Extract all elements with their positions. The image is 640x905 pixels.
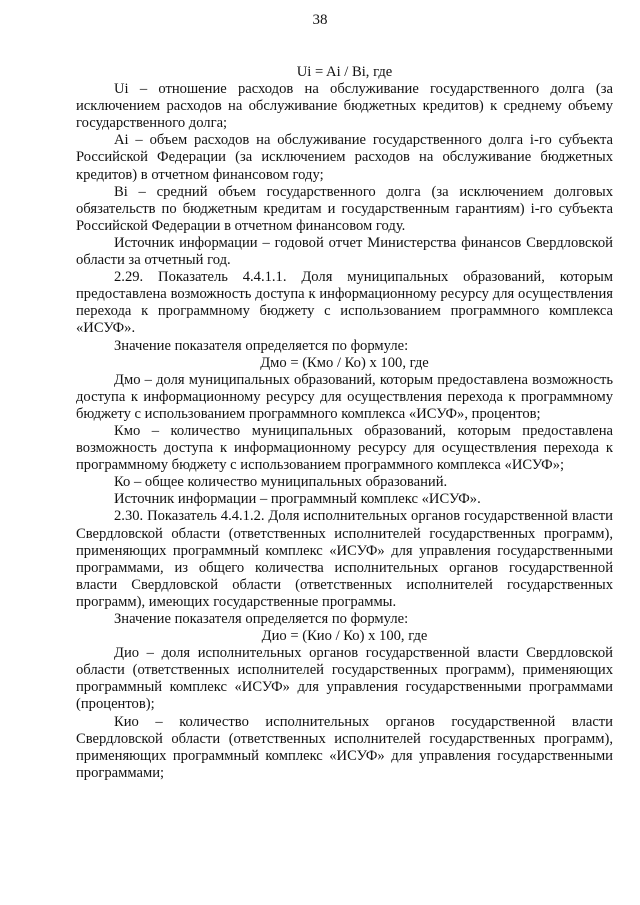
section-2-30-heading: 2.30. Показатель 4.4.1.2. Доля исполнительных органов государственной власти Свердловской области (ответственных исполнителей государственных программ), применяющих программный комплекс «ИСУФ» для управления государственными программами, из общего количества исполнительных органов государственной власти Свердловской области (ответственных исполнителей государственных программ), имеющих государственные программы. [76, 508, 613, 610]
section-2-29-heading: 2.29. Показатель 4.4.1.1. Доля муниципальных образований, которым предоставлена возможность доступа к информационному ресурсу для осуществления перехода к программному бюджету с использованием программного комплекса «ИСУФ». [76, 269, 613, 337]
document-body [76, 64, 613, 782]
information-source-paragraph: Источник информации – программный комплекс «ИСУФ». [114, 491, 481, 508]
information-source-paragraph: Источник информации – годовой отчет Министерства финансов Свердловской области за отчетный год. [76, 234, 613, 269]
definition-dmo: Дмо – доля муниципальных образований, которым предоставлена возможность доступа к информационному ресурсу для осуществления перехода к программному бюджету с использованием программного комплекса «ИСУФ», процентов; [76, 371, 613, 422]
definition-bi: Bi – средний объем государственного долга (за исключением долговых обязательств по бюджетным кредитам и государственным гарантиям) i-го субъекта Российской Федерации в отчетном финансовом году. [76, 183, 613, 234]
formula-intro-paragraph: Значение показателя определяется по формуле: [114, 611, 409, 627]
formula-dio: Дио = (Кио / Ко) х 100, где [261, 628, 428, 645]
definition-ko: Ко – общее количество муниципальных образований. [114, 474, 448, 491]
formula-dmo: Дмо = (Кмо / Ко) х 100, где [260, 354, 429, 371]
definition-ai: Ai – объем расходов на обслуживание государственного долга i-го субъекта Российской Федерации (за исключением расходов на обслуживание бюджетных кредитов) в отчетном финансовом году; [76, 132, 613, 183]
definition-kio: Кио – количество исполнительных органов государственной власти Свердловской области (ответственных исполнителей государственных программ), применяющих программный комплекс «ИСУФ» для управления государственными программами; [76, 713, 613, 781]
definition-dio: Дио – доля исполнительных органов государственной власти Свердловской области (ответственных исполнителей государственных программ), применяющих программный комплекс «ИСУФ» для управления государственными программами (процентов); [76, 645, 613, 713]
definition-ui: Ui – отношение расходов на обслуживание государственного долга (за исключением расходов на обслуживание бюджетных кредитов) к среднему объему государственного долга; [76, 81, 613, 132]
formula-intro-paragraph: Значение показателя определяется по формуле: [114, 337, 409, 354]
formula-ui: Ui = Ai / Bi, где [296, 64, 393, 80]
definition-kmo: Кмо – количество муниципальных образований, которым предоставлена возможность доступа к информационному ресурсу для осуществления перехода к программному бюджету с использованием программного комплекса «ИСУФ»; [76, 422, 613, 474]
page-number: 38 [312, 12, 328, 28]
